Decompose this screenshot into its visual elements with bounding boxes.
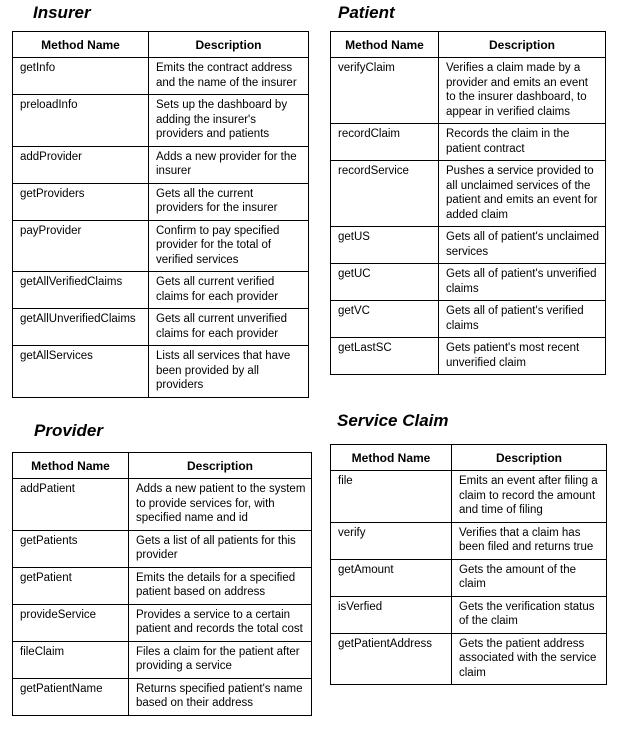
table-row [331, 58, 606, 124]
description-cell: Emits an event after filing a claim to record the amount and time of filing [452, 471, 607, 523]
description-cell: Gets the patient address associated with the service claim [452, 633, 607, 685]
table-row [331, 559, 607, 596]
description-cell: Adds a new provider for the insurer [149, 146, 309, 183]
table-row [331, 124, 606, 161]
table-row [13, 220, 309, 272]
table-row [13, 678, 312, 715]
description-cell: Gets all current verified claims for each provider [149, 272, 309, 309]
description-cell: Gets all of patient's unverified claims [439, 264, 606, 301]
description-cell: Gets the amount of the claim [452, 559, 607, 596]
method-name-cell: getLastSC [331, 338, 439, 375]
table-row [13, 530, 312, 567]
description-cell: Verifies a claim made by a provider and emits an event to the insurer dashboard, to appear in verified claims [439, 58, 606, 124]
table-row [331, 471, 607, 523]
description-cell: Gets all the current providers for the insurer [149, 183, 309, 220]
table-row [13, 183, 309, 220]
insurer-table-header [13, 32, 309, 58]
provider-section-title: Provider [34, 421, 103, 440]
method-name-cell: addPatient [13, 479, 129, 531]
method-name-cell: getPatient [13, 567, 129, 604]
description-cell: Confirm to pay specified provider for the total of verified services [149, 220, 309, 272]
header-row [331, 32, 606, 58]
method-name-cell: file [331, 471, 452, 523]
table-row [13, 146, 309, 183]
method-name-column-header: Method Name [331, 32, 439, 58]
service-claim-table-header [331, 445, 607, 471]
method-name-column-header: Method Name [13, 32, 149, 58]
description-column-header: Description [439, 32, 606, 58]
service-claim-table-container [330, 444, 607, 685]
description-cell: Verifies that a claim has been filed and returns true [452, 522, 607, 559]
service-claim-section-title: Service Claim [337, 411, 449, 430]
insurer-section-title: Insurer [33, 3, 91, 22]
table-row [331, 596, 607, 633]
provider-table-header [13, 453, 312, 479]
patient-table-header [331, 32, 606, 58]
description-cell: Returns specified patient's name based on their address [129, 678, 312, 715]
method-name-cell: fileClaim [13, 641, 129, 678]
description-cell: Gets all of patient's unclaimed services [439, 227, 606, 264]
insurer-methods-table [12, 31, 309, 398]
method-name-cell: isVerfied [331, 596, 452, 633]
table-row [13, 567, 312, 604]
method-name-cell: getAmount [331, 559, 452, 596]
method-name-cell: getPatientAddress [331, 633, 452, 685]
table-row [331, 338, 606, 375]
patient-table-container [330, 31, 606, 375]
patient-section-title: Patient [338, 3, 395, 22]
table-row [331, 633, 607, 685]
table-row [13, 58, 309, 95]
description-cell: Gets all current unverified claims for each provider [149, 309, 309, 346]
table-row [331, 301, 606, 338]
patient-table-body [331, 58, 606, 375]
provider-methods-table [12, 452, 312, 716]
description-cell: Pushes a service provided to all unclaimed services of the patient and emits an event for added claim [439, 161, 606, 227]
description-cell: Gets the verification status of the claim [452, 596, 607, 633]
patient-methods-table [330, 31, 606, 375]
description-column-header: Description [452, 445, 607, 471]
header-row [331, 445, 607, 471]
service-claim-table-body [331, 471, 607, 685]
header-row [13, 453, 312, 479]
table-row [331, 522, 607, 559]
method-name-cell: getAllUnverifiedClaims [13, 309, 149, 346]
table-row [331, 161, 606, 227]
description-cell: Emits the contract address and the name of the insurer [149, 58, 309, 95]
provider-table-body [13, 479, 312, 716]
header-row [13, 32, 309, 58]
description-cell: Records the claim in the patient contract [439, 124, 606, 161]
method-name-cell: recordService [331, 161, 439, 227]
description-cell: Gets patient's most recent unverified claim [439, 338, 606, 375]
description-cell: Lists all services that have been provided by all providers [149, 346, 309, 398]
method-name-cell: getAllVerifiedClaims [13, 272, 149, 309]
method-name-cell: getVC [331, 301, 439, 338]
description-cell: Sets up the dashboard by adding the insurer's providers and patients [149, 95, 309, 147]
insurer-table-body [13, 58, 309, 398]
provider-table-container [12, 452, 312, 716]
method-name-cell: recordClaim [331, 124, 439, 161]
description-cell: Emits the details for a specified patient based on address [129, 567, 312, 604]
table-row [13, 479, 312, 531]
description-cell: Files a claim for the patient after providing a service [129, 641, 312, 678]
table-row [13, 95, 309, 147]
table-row [331, 264, 606, 301]
description-cell: Gets a list of all patients for this provider [129, 530, 312, 567]
method-name-cell: getUC [331, 264, 439, 301]
method-name-cell: addProvider [13, 146, 149, 183]
service-claim-methods-table [330, 444, 607, 685]
method-name-cell: verify [331, 522, 452, 559]
method-name-cell: getProviders [13, 183, 149, 220]
method-name-cell: provideService [13, 604, 129, 641]
description-cell: Gets all of patient's verified claims [439, 301, 606, 338]
table-row [13, 641, 312, 678]
table-row [331, 227, 606, 264]
description-column-header: Description [149, 32, 309, 58]
description-cell: Adds a new patient to the system to provide services for, with specified name and id [129, 479, 312, 531]
method-name-cell: getPatients [13, 530, 129, 567]
method-name-cell: payProvider [13, 220, 149, 272]
method-name-cell: getAllServices [13, 346, 149, 398]
method-name-column-header: Method Name [13, 453, 129, 479]
method-name-cell: preloadInfo [13, 95, 149, 147]
method-name-cell: getPatientName [13, 678, 129, 715]
table-row [13, 309, 309, 346]
table-row [13, 604, 312, 641]
method-name-cell: verifyClaim [331, 58, 439, 124]
description-cell: Provides a service to a certain patient and records the total cost [129, 604, 312, 641]
method-name-column-header: Method Name [331, 445, 452, 471]
table-row [13, 346, 309, 398]
table-row [13, 272, 309, 309]
method-name-cell: getInfo [13, 58, 149, 95]
method-name-cell: getUS [331, 227, 439, 264]
description-column-header: Description [129, 453, 312, 479]
insurer-table-container [12, 31, 309, 398]
